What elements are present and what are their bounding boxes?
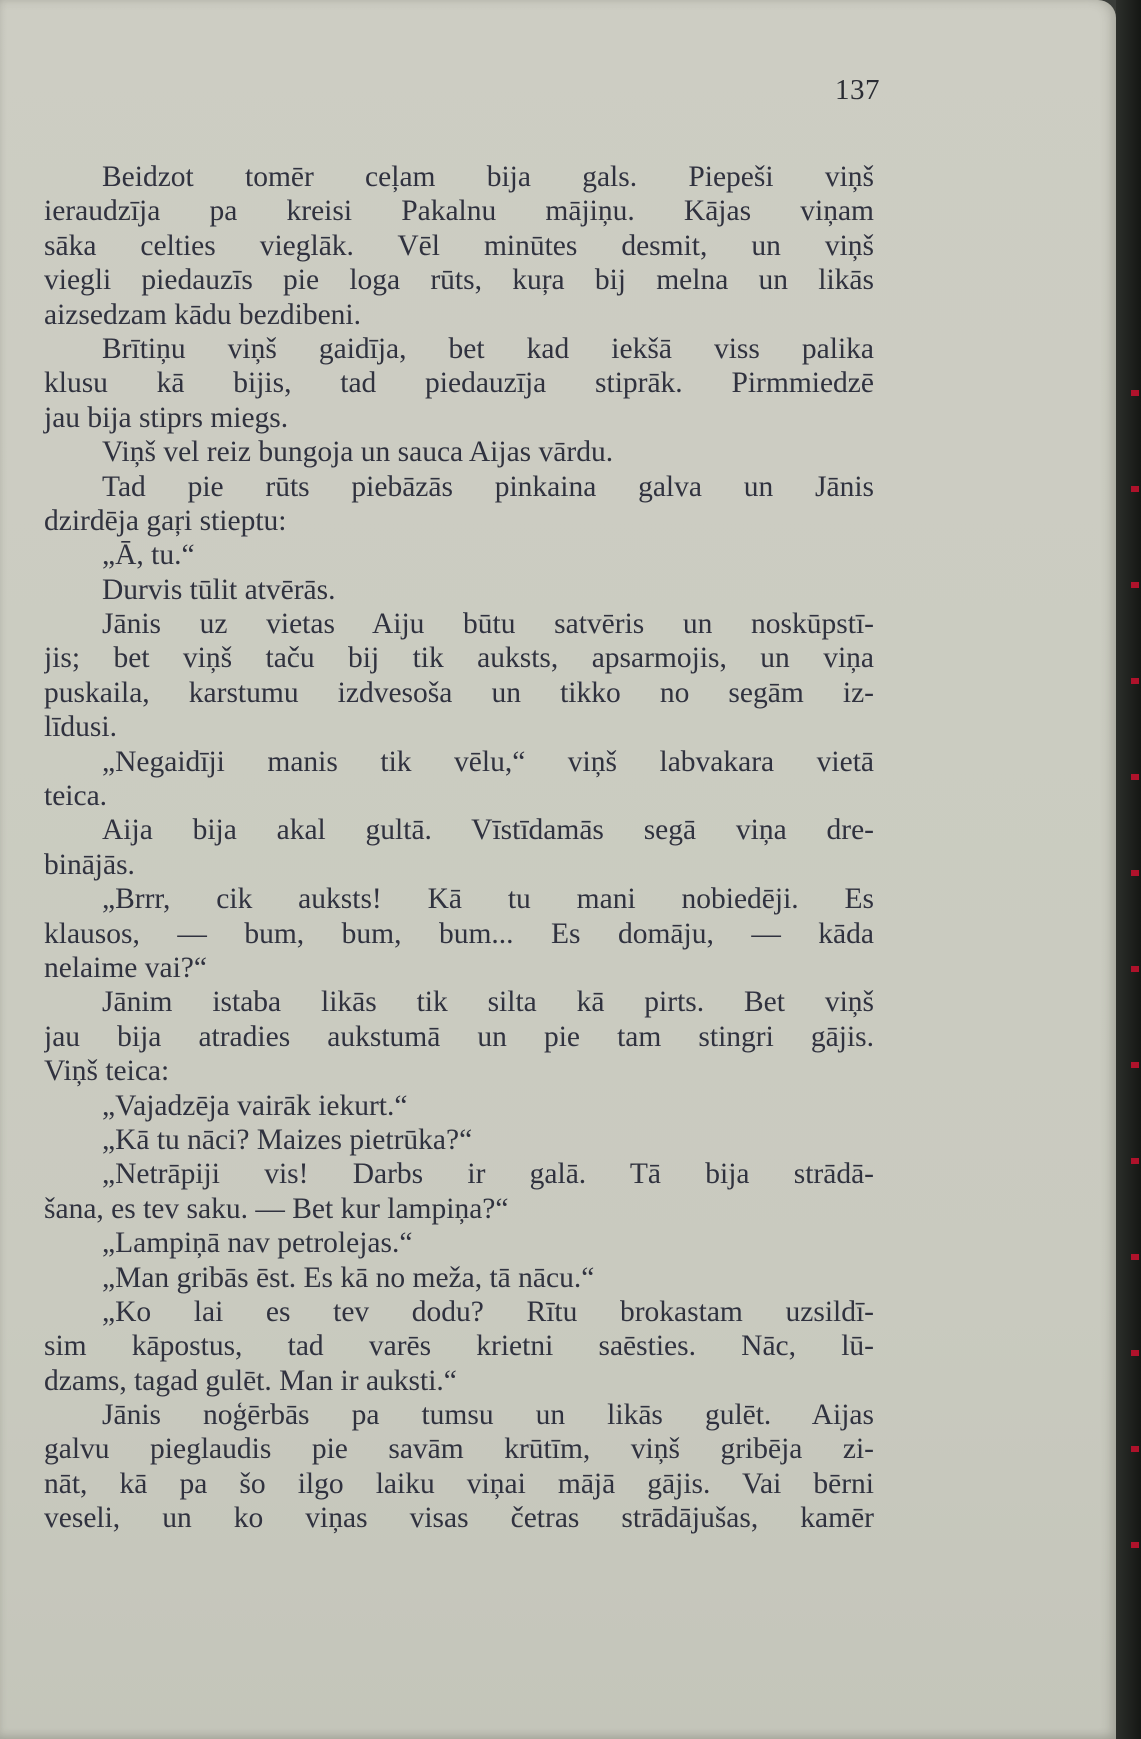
text-line: jau bija stiprs miegs.	[44, 401, 289, 434]
text-line: „Ko lai es tev dodu? Rītu brokastam uzsildī-	[102, 1295, 874, 1328]
text-line: Beidzot tomēr ceļam bija gals. Piepeši viņš	[102, 161, 874, 193]
text-line: Aija bija akal gultā. Vīstīdamās segā viņa dre-	[102, 814, 874, 847]
binding-edge-marks	[1131, 300, 1139, 1600]
text-line: jis; bet viņš taču bij tik auksts, apsarmojis, un viņa	[44, 642, 874, 675]
text-line: sim kāpostus, tad varēs krietni saēsties. Nāc, lū-	[44, 1330, 874, 1363]
text-line: līdusi.	[44, 711, 117, 744]
body-text	[44, 160, 874, 1536]
text-line: nelaime vai?“	[44, 951, 207, 984]
page-number: 137	[835, 74, 880, 106]
text-line: „Kā tu nāci? Maizes pietrūka?“	[102, 1123, 473, 1156]
book-binding	[1116, 0, 1141, 1739]
text-line: galvu pieglaudis pie savām krūtīm, viņš gribēja zi-	[44, 1433, 874, 1466]
text-line: jau bija atradies aukstumā un pie tam stingri gājis.	[44, 1020, 874, 1053]
text-line: klusu kā bijis, tad piedauzīja stiprāk. Pirmmiedzē	[44, 367, 874, 400]
text-line: dzirdēja gaŗi stieptu:	[44, 504, 287, 537]
text-line: ieraudzīja pa kreisi Pakalnu mājiņu. Kājas viņam	[44, 195, 874, 228]
text-line: viegli piedauzīs pie loga rūts, kuŗa bij melna un likās	[44, 264, 874, 297]
text-line: puskaila, karstumu izdvesoša un tikko no segām iz-	[44, 676, 874, 709]
text-line: „Man gribās ēst. Es kā no meža, tā nācu.“	[102, 1261, 595, 1294]
text-line: Jānis noģērbās pa tumsu un likās gulēt. Aijas	[102, 1399, 874, 1432]
text-line: šana, es tev saku. — Bet kur lampiņa?“	[44, 1192, 509, 1225]
text-line: „Brrr, cik auksts! Kā tu mani nobiedēji. Es	[102, 883, 874, 916]
text-line: veseli, un ko viņas visas četras strādājušas, kamēr	[44, 1502, 874, 1535]
text-line: aizsedzam kādu bezdibeni.	[44, 298, 361, 331]
text-line: „Vajadzēja vairāk iekurt.“	[102, 1089, 408, 1122]
text-line: sāka celties vieglāk. Vēl minūtes desmit, un viņš	[44, 229, 874, 262]
text-line: Viņš vel reiz bungoja un sauca Aijas vārdu.	[102, 436, 614, 469]
text-line: „Netrāpiji vis! Darbs ir galā. Tā bija strādā-	[102, 1158, 874, 1191]
text-line: dzams, tagad gulēt. Man ir auksti.“	[44, 1364, 457, 1397]
text-line: binājās.	[44, 848, 135, 881]
text-line: Viņš teica:	[44, 1055, 170, 1088]
text-line: teica.	[44, 780, 108, 813]
text-line: Brītiņu viņš gaidīja, bet kad iekšā viss palika	[102, 332, 874, 365]
text-line: „Lampiņā nav petrolejas.“	[102, 1227, 413, 1260]
text-line: klausos, — bum, bum, bum... Es domāju, — kāda	[44, 917, 874, 950]
text-line: „Ā, tu.“	[102, 539, 195, 572]
text-line: Jānis uz vietas Aiju būtu satvēris un noskūpstī-	[102, 608, 874, 641]
text-line: „Negaidīji manis tik vēlu,“ viņš labvakara vietā	[102, 745, 874, 778]
text-line: Durvis tūlit atvērās.	[102, 573, 336, 606]
text-line: Tad pie rūts piebāzās pinkaina galva un Jānis	[102, 470, 874, 503]
text-line: nāt, kā pa šo ilgo laiku viņai mājā gājis. Vai bērni	[44, 1467, 874, 1500]
text-line: Jānim istaba likās tik silta kā pirts. Bet viņš	[102, 986, 874, 1019]
